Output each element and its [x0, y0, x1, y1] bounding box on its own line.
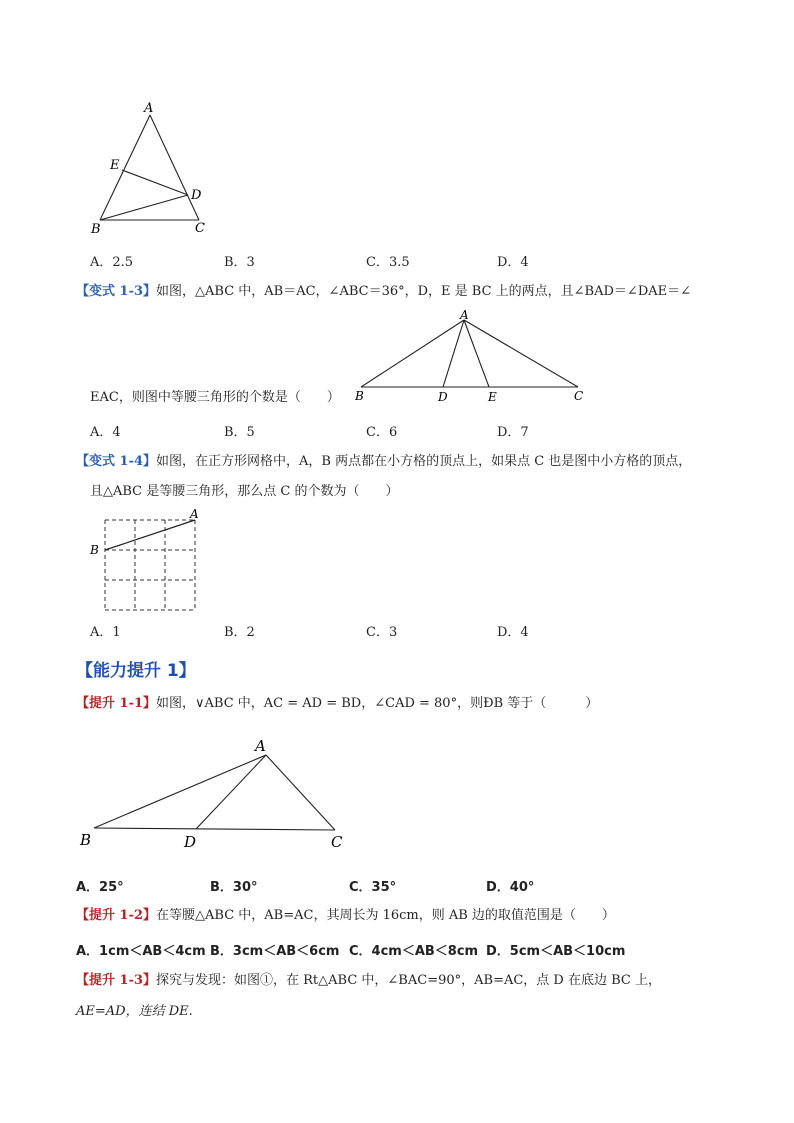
label-C: C — [331, 833, 343, 851]
option-b: B．30° — [210, 880, 258, 895]
option-a: A．1 — [90, 625, 121, 640]
figure-grid — [86, 506, 216, 616]
option-d: D．4 — [497, 255, 529, 270]
question-tag: 【提升 1-2】 — [76, 908, 157, 923]
question-tag: 【变式 1-4】 — [76, 454, 157, 469]
option-d: D．40° — [486, 880, 535, 895]
figure-triangle-abc-d — [76, 734, 356, 854]
option-c: C．6 — [366, 425, 398, 440]
figure-triangle-bdec — [350, 306, 590, 406]
question-1-4-line2: 且△ABC 是等腰三角形，那么点 C 的个数为（ ） — [90, 484, 399, 499]
figure-triangle-ade — [80, 98, 220, 240]
question-t1-3 — [76, 972, 661, 990]
section-title: 【能力提升 1】 — [76, 661, 196, 681]
option-b: B．3cm＜AB＜6cm — [210, 944, 340, 959]
label-B: B — [91, 222, 101, 237]
option-d: D．4 — [497, 625, 529, 640]
label-D: D — [191, 188, 202, 203]
label-B: B — [355, 389, 364, 403]
option-b: B．5 — [224, 425, 255, 440]
question-t1-3-line2: AE=AD，连结 DE. — [76, 1004, 193, 1019]
question-text: 如图，∨ABC 中，AC = AD = BD，∠CAD = 80°，则ÐB 等于（ ） — [156, 696, 599, 711]
label-D: D — [184, 833, 197, 851]
label-C: C — [195, 221, 205, 236]
option-a: A．2.5 — [90, 255, 134, 270]
label-A: A — [144, 101, 154, 116]
label-A: A — [190, 507, 199, 521]
option-a: A．4 — [90, 425, 121, 440]
label-B: B — [80, 831, 92, 849]
question-tag: 【提升 1-3】 — [76, 973, 157, 988]
question-text: 在等腰△ABC 中，AB=AC，其周长为 16cm，则 AB 边的取值范围是（ ） — [156, 908, 615, 923]
question-tag: 【变式 1-3】 — [76, 284, 157, 299]
question-1-3-line2: EAC，则图中等腰三角形的个数是（ ） — [90, 390, 340, 405]
option-c: C．3.5 — [366, 255, 410, 270]
question-tag: 【提升 1-1】 — [76, 696, 157, 711]
label-B: B — [90, 543, 99, 557]
option-d: D．5cm＜AB＜10cm — [486, 944, 626, 959]
question-text: 如图，△ABC 中，AB＝AC，∠ABC＝36°，D，E 是 BC 上的两点，且∠BAD＝∠DAE＝∠ — [156, 284, 692, 299]
label-C: C — [574, 389, 584, 403]
option-a: A．1cm＜AB＜4cm — [76, 944, 206, 959]
question-1-3 — [76, 283, 691, 301]
option-d: D．7 — [497, 425, 529, 440]
option-b: B．2 — [224, 625, 255, 640]
question-t1-1 — [76, 695, 598, 713]
option-a: A．25° — [76, 880, 124, 895]
label-E: E — [110, 158, 120, 173]
option-b: B．3 — [224, 255, 255, 270]
question-text: 如图，在正方形网格中，A，B 两点都在小方格的顶点上，如果点 C 也是图中小方格的顶点， — [156, 454, 692, 469]
label-E: E — [488, 390, 497, 404]
option-c: C．35° — [349, 880, 397, 895]
question-t1-2 — [76, 907, 615, 925]
label-A: A — [460, 308, 469, 322]
label-A: A — [255, 737, 266, 755]
label-D: D — [438, 390, 448, 404]
option-c: C．4cm＜AB＜8cm — [349, 944, 479, 959]
question-text: 探究与发现：如图①，在 Rt△ABC 中，∠BAC=90°，AB=AC，点 D 在底边 BC 上， — [156, 973, 661, 988]
question-1-4 — [76, 453, 691, 471]
option-c: C．3 — [366, 625, 398, 640]
